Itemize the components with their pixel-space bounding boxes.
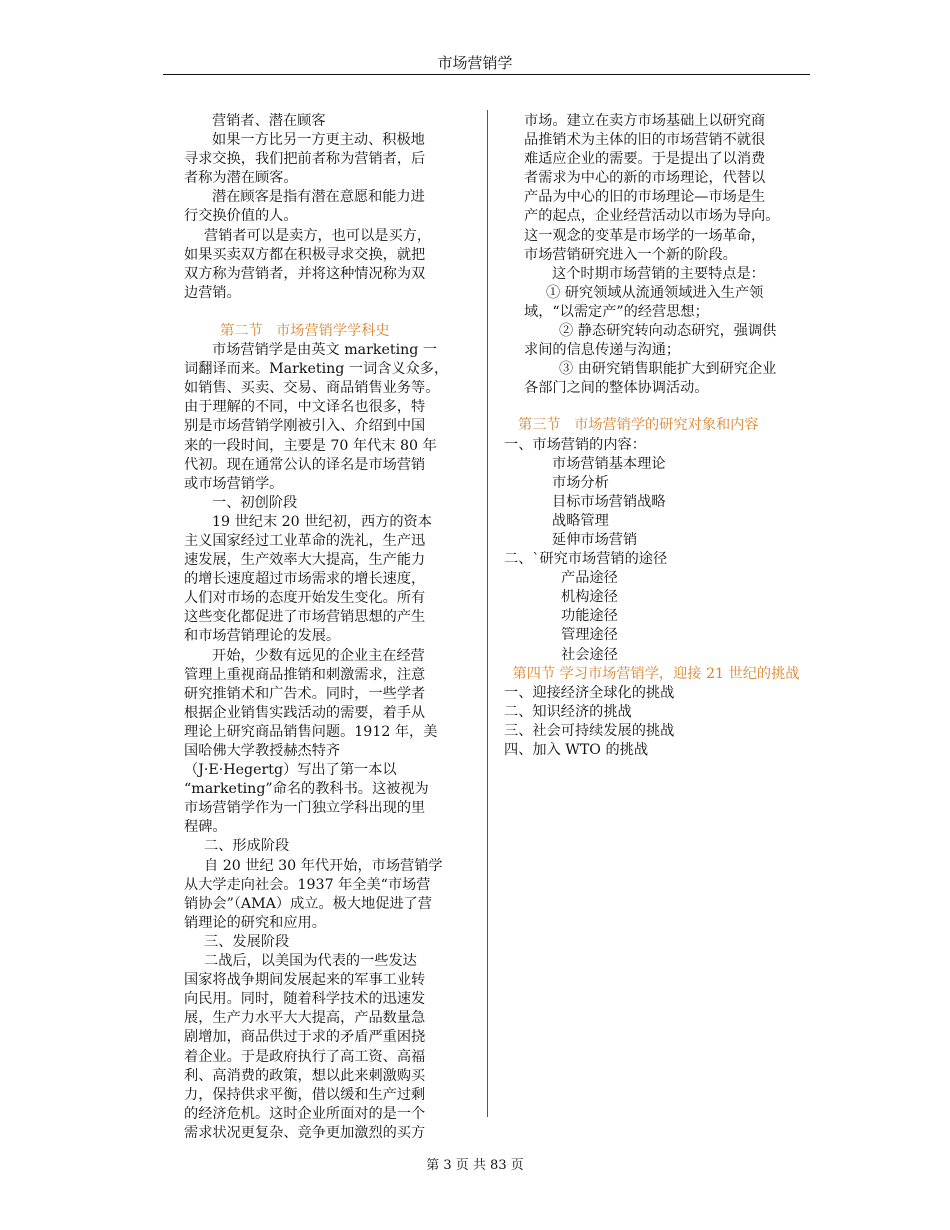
text-line: 或市场营销学。 bbox=[184, 475, 284, 492]
text-line: 这个时期市场营销的主要特点是： bbox=[552, 265, 765, 282]
section-heading: 第二节 市场营销学学科史 bbox=[220, 322, 390, 339]
text-line: ③ 由研究销售职能扩大到研究企业 bbox=[559, 361, 777, 378]
text-line: 来的一段时间，主要是 70 年代末 80 年 bbox=[184, 437, 437, 454]
text-line: 销协会”（AMA）成立。极大地促进了营 bbox=[184, 895, 432, 912]
list-item: 战略管理 bbox=[552, 512, 609, 529]
text-line: （J·E·Hegertg）写出了第一本以 bbox=[184, 762, 397, 779]
text-line: 行交换价值的人。 bbox=[184, 208, 298, 225]
list-item: 机构途径 bbox=[561, 589, 618, 606]
right-column bbox=[504, 112, 814, 760]
text-line: 寻求交换，我们把前者称为营销者，后 bbox=[184, 151, 426, 168]
list-item: 一、迎接经济全球化的挑战 bbox=[504, 684, 675, 701]
text-line: 主义国家经过工业革命的洗礼，生产迅 bbox=[184, 532, 426, 549]
left-column bbox=[184, 112, 472, 1143]
text-line: 代初。现在通常公认的译名是市场营销 bbox=[184, 456, 426, 473]
text-line: 研究推销术和广告术。同时，一些学者 bbox=[184, 685, 426, 702]
text-line: 需求状况更复杂、竞争更加激烈的买方 bbox=[184, 1124, 426, 1141]
text-line: 市场营销研究进入一个新的阶段。 bbox=[524, 246, 737, 263]
text-line: 产品为中心的旧的市场理论—市场是生 bbox=[524, 189, 766, 206]
text-line: 这一观念的变革是市场学的一场革命， bbox=[524, 227, 766, 244]
list-heading: 二、`研究市场营销的途径 bbox=[504, 551, 668, 568]
list-item: 市场营销基本理论 bbox=[552, 455, 666, 472]
list-item: 三、社会可持续发展的挑战 bbox=[504, 722, 675, 739]
text-line: “marketing”命名的教科书。这被视为 bbox=[184, 781, 429, 798]
text-line: 力，保持供求平衡，借以缓和生产过剩 bbox=[184, 1086, 426, 1103]
text-line: 人们对市场的态度开始发生变化。所有 bbox=[184, 590, 426, 607]
text-line: 难适应企业的需要。于是提出了以消费 bbox=[524, 151, 766, 168]
list-item: 社会途径 bbox=[561, 646, 618, 663]
text-line: 剧增加，商品供过于求的矛盾严重困挠 bbox=[184, 1029, 426, 1046]
text-line: 品推销术为主体的旧的市场营销不就很 bbox=[524, 132, 766, 149]
text-line: 如果买卖双方都在积极寻求交换，就把 bbox=[184, 246, 426, 263]
section-heading: 第四节 学习市场营销学，迎接 21 世纪的挑战 bbox=[512, 665, 800, 682]
text-line: 19 世纪末 20 世纪初，西方的资本 bbox=[212, 513, 432, 530]
subsection-heading: 三、发展阶段 bbox=[204, 933, 290, 950]
list-item: 市场分析 bbox=[552, 474, 609, 491]
text-line: 的增长速度超过市场需求的增长速度， bbox=[184, 571, 426, 588]
text-line: 如销售、买卖、交易、商品销售业务等。 bbox=[184, 380, 440, 397]
list-item: 四、加入 WTO 的挑战 bbox=[504, 741, 649, 758]
text-line: ① 研究领域从流通领域进入生产领 bbox=[546, 284, 764, 301]
text-line: 边营销。 bbox=[184, 284, 241, 301]
text-line: 二战后，以美国为代表的一些发达 bbox=[204, 953, 417, 970]
text-line: 双方称为营销者，并将这种情况称为双 bbox=[184, 265, 426, 282]
text-line: 者需求为中心的新的市场理论，代替以 bbox=[524, 170, 766, 187]
text-line: 词翻译而来。Marketing 一词含义众多， bbox=[184, 361, 449, 378]
text-line: 从大学走向社会。1937 年全美“市场营 bbox=[184, 876, 431, 893]
header-rule bbox=[163, 74, 810, 75]
list-item: 延伸市场营销 bbox=[552, 531, 638, 548]
text-line: 市场营销学作为一门独立学科出现的里 bbox=[184, 800, 426, 817]
text-line: 利、高消费的政策，想以此来刺激购买 bbox=[184, 1067, 426, 1084]
text-line: 销理论的研究和应用。 bbox=[184, 914, 326, 931]
text-line: 开始，少数有远见的企业主在经营 bbox=[212, 647, 425, 664]
text-line: 展，生产力水平大大提高，产品数量急 bbox=[184, 1010, 426, 1027]
text-line: 的经济危机。这时企业所面对的是一个 bbox=[184, 1105, 426, 1122]
text-line: 营销者、潜在顾客 bbox=[212, 113, 326, 129]
text-line: 和市场营销理论的发展。 bbox=[184, 628, 341, 645]
text-line: 别是市场营销学刚被引入、介绍到中国 bbox=[184, 418, 426, 435]
text-line: 潜在顾客是指有潜在意愿和能力进 bbox=[212, 189, 425, 206]
page-header-title: 市场营销学 bbox=[437, 54, 513, 72]
list-item: 目标市场营销战略 bbox=[552, 493, 666, 510]
text-line: 由于理解的不同，中文译名也很多，特 bbox=[184, 399, 426, 416]
text-line: 管理上重视商品推销和刺激需求，注意 bbox=[184, 666, 426, 683]
text-line: 这些变化都促进了市场营销思想的产生 bbox=[184, 609, 426, 626]
text-line: 国哈佛大学教授赫杰特齐 bbox=[184, 743, 341, 759]
text-line: 者称为潜在顾客。 bbox=[184, 170, 298, 187]
text-line: 速发展，生产效率大大提高，生产能力 bbox=[184, 552, 426, 569]
page-number-footer: 第 3 页 共 83 页 bbox=[426, 1158, 524, 1173]
list-item: 管理途径 bbox=[561, 627, 618, 644]
text-line: 各部门之间的整体协调活动。 bbox=[524, 380, 709, 397]
section-heading: 第三节 市场营销学的研究对象和内容 bbox=[518, 417, 759, 434]
text-line: 程碑。 bbox=[184, 819, 227, 836]
text-line: 营销者可以是卖方，也可以是买方， bbox=[204, 227, 432, 244]
column-divider bbox=[487, 110, 488, 1117]
text-line: 域，“以需定产”的经营思想； bbox=[524, 303, 709, 320]
text-line: 向民用。同时，随着科学技术的迅速发 bbox=[184, 991, 426, 1008]
subsection-heading: 一、初创阶段 bbox=[212, 494, 298, 511]
text-line: 产的起点，企业经营活动以市场为导向。 bbox=[524, 208, 780, 225]
list-heading: 一、市场营销的内容： bbox=[504, 436, 646, 453]
text-line: ② 静态研究转向动态研究，强调供 bbox=[559, 323, 777, 340]
subsection-heading: 二、形成阶段 bbox=[204, 838, 290, 855]
text-line: 市场营销学是由英文 marketing 一 bbox=[212, 342, 438, 359]
list-item: 二、知识经济的挑战 bbox=[504, 703, 632, 720]
list-item: 功能途径 bbox=[561, 608, 618, 625]
text-line: 如果一方比另一方更主动、积极地 bbox=[212, 132, 425, 149]
text-line: 自 20 世纪 30 年代开始，市场营销学 bbox=[204, 857, 443, 874]
text-line: 国家将战争期间发展起来的军事工业转 bbox=[184, 972, 426, 989]
text-line: 市场。建立在卖方市场基础上以研究商 bbox=[524, 113, 766, 129]
list-item: 产品途径 bbox=[561, 570, 618, 587]
text-line: 求间的信息传递与沟通； bbox=[524, 342, 681, 359]
text-line: 着企业。于是政府执行了高工资、高福 bbox=[184, 1048, 426, 1065]
text-line: 根据企业销售实践活动的需要，着手从 bbox=[184, 704, 426, 721]
text-line: 理论上研究商品销售问题。1912 年，美 bbox=[184, 723, 438, 740]
